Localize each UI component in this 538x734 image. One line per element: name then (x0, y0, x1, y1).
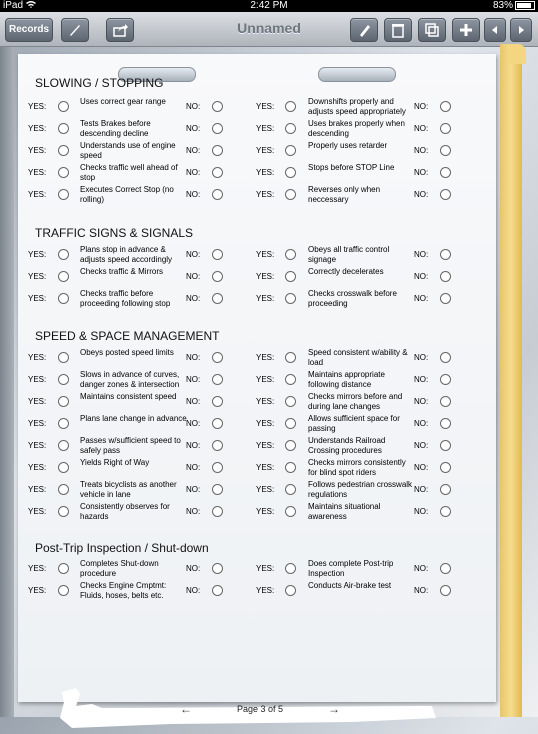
toolbar (0, 12, 538, 47)
page-indicator: Page 3 of 5 (236, 704, 284, 714)
yes-radio[interactable] (285, 293, 296, 304)
yes-label: YES: (256, 586, 275, 595)
yes-label: YES: (256, 168, 275, 177)
no-radio[interactable] (440, 249, 451, 260)
status-bar (0, 0, 538, 12)
add-button[interactable] (452, 18, 480, 42)
yes-label: YES: (28, 586, 47, 595)
document-title: Unnamed (237, 20, 301, 36)
yes-label: YES: (28, 294, 47, 303)
no-label: NO: (414, 250, 429, 259)
yes-radio[interactable] (285, 563, 296, 574)
yes-radio[interactable] (285, 101, 296, 112)
yes-radio[interactable] (58, 374, 69, 385)
folder-tab (508, 44, 526, 64)
no-radio[interactable] (440, 123, 451, 134)
clock: 2:42 PM (250, 0, 288, 11)
no-radio[interactable] (440, 418, 451, 429)
no-label: NO: (414, 168, 429, 177)
no-radio[interactable] (212, 352, 223, 363)
yes-radio[interactable] (58, 167, 69, 178)
no-radio[interactable] (212, 271, 223, 282)
yes-radio[interactable] (285, 418, 296, 429)
yes-label: YES: (28, 564, 47, 573)
yes-radio[interactable] (285, 484, 296, 495)
yes-label: YES: (28, 190, 47, 199)
yes-radio[interactable] (285, 123, 296, 134)
no-label: NO: (414, 441, 429, 450)
item-label: Checks traffic before proceeding following stop (80, 289, 171, 308)
yes-radio[interactable] (58, 418, 69, 429)
no-label: NO: (414, 146, 429, 155)
no-radio[interactable] (440, 396, 451, 407)
yes-label: YES: (28, 507, 47, 516)
no-label: NO: (186, 397, 201, 406)
item-label: Obeys all traffic control signage (308, 245, 390, 264)
yes-label: YES: (256, 294, 275, 303)
no-label: NO: (414, 272, 429, 281)
no-label: NO: (186, 586, 201, 595)
item-label: Checks traffic well ahead of stop (80, 163, 178, 182)
battery-indicator: 83% (493, 0, 535, 12)
yes-label: YES: (256, 397, 275, 406)
no-radio[interactable] (212, 189, 223, 200)
section-title: TRAFFIC SIGNS & SIGNALS (35, 226, 194, 240)
no-label: NO: (414, 419, 429, 428)
no-label: NO: (414, 190, 429, 199)
carrier-label: iPad (3, 0, 36, 12)
item-label: Checks Engine Cmptmt: Fluids, hoses, belts etc. (80, 581, 167, 600)
no-label: NO: (414, 485, 429, 494)
next-button[interactable] (510, 18, 532, 42)
no-label: NO: (414, 507, 429, 516)
item-label: Checks mirrors before and during lane changes (308, 392, 403, 411)
no-radio[interactable] (212, 249, 223, 260)
yes-radio[interactable] (285, 585, 296, 596)
no-label: NO: (186, 146, 201, 155)
yes-radio[interactable] (58, 396, 69, 407)
battery-icon (515, 1, 535, 10)
page-forward-arrow-icon[interactable]: → (328, 702, 340, 716)
no-radio[interactable] (212, 563, 223, 574)
no-label: NO: (186, 485, 201, 494)
no-radio[interactable] (440, 167, 451, 178)
no-radio[interactable] (212, 101, 223, 112)
item-label: Checks mirrors consistently for blind spot riders (308, 458, 406, 477)
item-label: Uses brakes properly when descending (308, 119, 405, 138)
yes-label: YES: (256, 124, 275, 133)
no-radio[interactable] (440, 271, 451, 282)
item-label: Maintains appropriate following distance (308, 370, 385, 389)
no-radio[interactable] (212, 374, 223, 385)
yes-label: YES: (28, 463, 47, 472)
no-radio[interactable] (212, 585, 223, 596)
no-radio[interactable] (440, 462, 451, 473)
yes-radio[interactable] (285, 396, 296, 407)
no-label: NO: (186, 463, 201, 472)
item-label: Conducts Air-brake test (308, 581, 392, 590)
no-radio[interactable] (212, 293, 223, 304)
yes-label: YES: (28, 441, 47, 450)
item-label: Does complete Post-trip Inspection (308, 559, 394, 578)
next-icon (517, 26, 525, 34)
yes-label: YES: (256, 190, 275, 199)
item-label: Reverses only when neccessary (308, 185, 381, 204)
no-radio[interactable] (440, 440, 451, 451)
no-label: NO: (186, 168, 201, 177)
no-radio[interactable] (212, 462, 223, 473)
yes-label: YES: (256, 375, 275, 384)
item-label: Maintains consistent speed (80, 392, 177, 401)
yes-radio[interactable] (285, 271, 296, 282)
item-label: Follows pedestrian crosswalk regulations (308, 480, 413, 499)
item-label: Tests Brakes before descending decline (80, 119, 151, 138)
no-radio[interactable] (212, 484, 223, 495)
item-label: Checks traffic & Mirrors (80, 267, 163, 276)
no-radio[interactable] (212, 123, 223, 134)
paper-clip-right (318, 67, 396, 82)
yes-label: YES: (256, 485, 275, 494)
item-label: Slows in advance of curves, danger zones & intersection (80, 370, 180, 389)
pen-icon (67, 22, 83, 38)
yes-radio[interactable] (285, 249, 296, 260)
no-radio[interactable] (212, 145, 223, 156)
item-label: Allows sufficient space for passing (308, 414, 400, 433)
prev-button[interactable] (484, 18, 506, 42)
yes-radio[interactable] (58, 189, 69, 200)
yes-label: YES: (256, 353, 275, 362)
yes-radio[interactable] (58, 352, 69, 363)
yes-label: YES: (256, 419, 275, 428)
no-label: NO: (414, 353, 429, 362)
no-label: NO: (414, 375, 429, 384)
yes-label: YES: (28, 397, 47, 406)
yes-radio[interactable] (58, 484, 69, 495)
trash-button[interactable] (384, 18, 412, 42)
yes-radio[interactable] (285, 145, 296, 156)
no-label: NO: (414, 124, 429, 133)
yes-radio[interactable] (58, 293, 69, 304)
no-radio[interactable] (440, 352, 451, 363)
page-navigator (180, 704, 340, 716)
eraser-button[interactable] (350, 18, 378, 42)
share-icon (112, 22, 128, 38)
no-label: NO: (414, 586, 429, 595)
yes-label: YES: (28, 250, 47, 259)
item-label: Correctly decelerates (308, 267, 384, 276)
yes-label: YES: (256, 507, 275, 516)
share-button[interactable] (106, 18, 134, 42)
yes-label: YES: (256, 441, 275, 450)
yes-radio[interactable] (58, 585, 69, 596)
section-title: SPEED & SPACE MANAGEMENT (35, 329, 220, 343)
yes-label: YES: (28, 146, 47, 155)
no-radio[interactable] (440, 374, 451, 385)
no-label: NO: (414, 463, 429, 472)
item-label: Understands Railroad Crossing procedures (308, 436, 386, 455)
yes-radio[interactable] (58, 506, 69, 517)
no-radio[interactable] (440, 101, 451, 112)
no-radio[interactable] (440, 506, 451, 517)
yes-radio[interactable] (285, 374, 296, 385)
no-label: NO: (186, 190, 201, 199)
item-label: Maintains situational awareness (308, 502, 381, 521)
no-radio[interactable] (440, 293, 451, 304)
no-radio[interactable] (440, 484, 451, 495)
item-label: Checks crosswalk before proceeding (308, 289, 397, 308)
yes-radio[interactable] (58, 271, 69, 282)
no-label: NO: (186, 272, 201, 281)
checklist-page (18, 54, 496, 702)
folder-edge (500, 44, 522, 717)
no-radio[interactable] (212, 167, 223, 178)
pen-button[interactable] (61, 18, 89, 42)
item-label: Passes w/sufficient speed to safely pass (80, 436, 181, 455)
no-label: NO: (414, 397, 429, 406)
yes-radio[interactable] (285, 462, 296, 473)
no-radio[interactable] (440, 585, 451, 596)
trash-icon (391, 22, 405, 38)
records-button[interactable]: Records (5, 18, 53, 42)
yes-label: YES: (28, 102, 47, 111)
no-radio[interactable] (212, 418, 223, 429)
yes-radio[interactable] (58, 440, 69, 451)
plus-icon (459, 23, 473, 37)
no-label: NO: (186, 353, 201, 362)
item-label: Yields Right of Way (80, 458, 150, 467)
yes-label: YES: (28, 419, 47, 428)
yes-label: YES: (256, 272, 275, 281)
yes-label: YES: (256, 102, 275, 111)
item-label: Executes Correct Stop (no rolling) (80, 185, 174, 204)
yes-radio[interactable] (58, 145, 69, 156)
no-label: NO: (414, 102, 429, 111)
no-label: NO: (186, 102, 201, 111)
no-radio[interactable] (212, 396, 223, 407)
item-label: Consistently observes for hazards (80, 502, 170, 521)
no-label: NO: (186, 419, 201, 428)
prev-icon (491, 26, 499, 34)
no-radio[interactable] (440, 189, 451, 200)
no-label: NO: (186, 507, 201, 516)
yes-label: YES: (28, 168, 47, 177)
item-label: Plans stop in advance & adjusts speed accordingly (80, 245, 173, 264)
item-label: Completes Shut-down procedure (80, 559, 159, 578)
yes-label: YES: (256, 463, 275, 472)
item-label: Understands use of engine speed (80, 141, 176, 160)
item-label: Downshifts properly and adjusts speed appropriately (308, 97, 406, 116)
yes-radio[interactable] (285, 189, 296, 200)
yes-label: YES: (28, 272, 47, 281)
no-radio[interactable] (440, 145, 451, 156)
item-label: Plans lane change in advance (80, 414, 187, 423)
yes-radio[interactable] (58, 249, 69, 260)
yes-radio[interactable] (58, 101, 69, 112)
item-label: Uses correct gear range (80, 97, 166, 106)
section-title: SLOWING / STOPPING (35, 76, 164, 90)
yes-label: YES: (28, 353, 47, 362)
page-back-arrow-icon[interactable]: ← (180, 702, 192, 716)
section-title: Post-Trip Inspection / Shut-down (35, 541, 209, 555)
no-label: NO: (414, 564, 429, 573)
item-label: Speed consistent w/ability & load (308, 348, 408, 367)
yes-radio[interactable] (58, 563, 69, 574)
no-label: NO: (186, 375, 201, 384)
eraser-icon (356, 22, 372, 38)
item-label: Properly uses retarder (308, 141, 388, 150)
yes-label: YES: (256, 146, 275, 155)
yes-label: YES: (256, 250, 275, 259)
yes-label: YES: (256, 564, 275, 573)
copy-icon (424, 22, 440, 38)
yes-radio[interactable] (285, 352, 296, 363)
yes-label: YES: (28, 375, 47, 384)
copy-button[interactable] (418, 18, 446, 42)
no-radio[interactable] (212, 440, 223, 451)
no-label: NO: (186, 564, 201, 573)
yes-label: YES: (28, 485, 47, 494)
yes-radio[interactable] (285, 167, 296, 178)
item-label: Treats bicyclists as another vehicle in lane (80, 480, 177, 499)
item-label: Stops before STOP Line (308, 163, 395, 172)
yes-radio[interactable] (58, 123, 69, 134)
background-left (0, 47, 14, 717)
no-label: NO: (186, 441, 201, 450)
no-label: NO: (186, 250, 201, 259)
no-label: NO: (414, 294, 429, 303)
yes-radio[interactable] (285, 440, 296, 451)
yes-radio[interactable] (58, 462, 69, 473)
no-label: NO: (186, 294, 201, 303)
no-radio[interactable] (440, 563, 451, 574)
no-radio[interactable] (212, 506, 223, 517)
no-label: NO: (186, 124, 201, 133)
item-label: Obeys posted speed limits (80, 348, 174, 357)
yes-label: YES: (28, 124, 47, 133)
yes-radio[interactable] (285, 506, 296, 517)
